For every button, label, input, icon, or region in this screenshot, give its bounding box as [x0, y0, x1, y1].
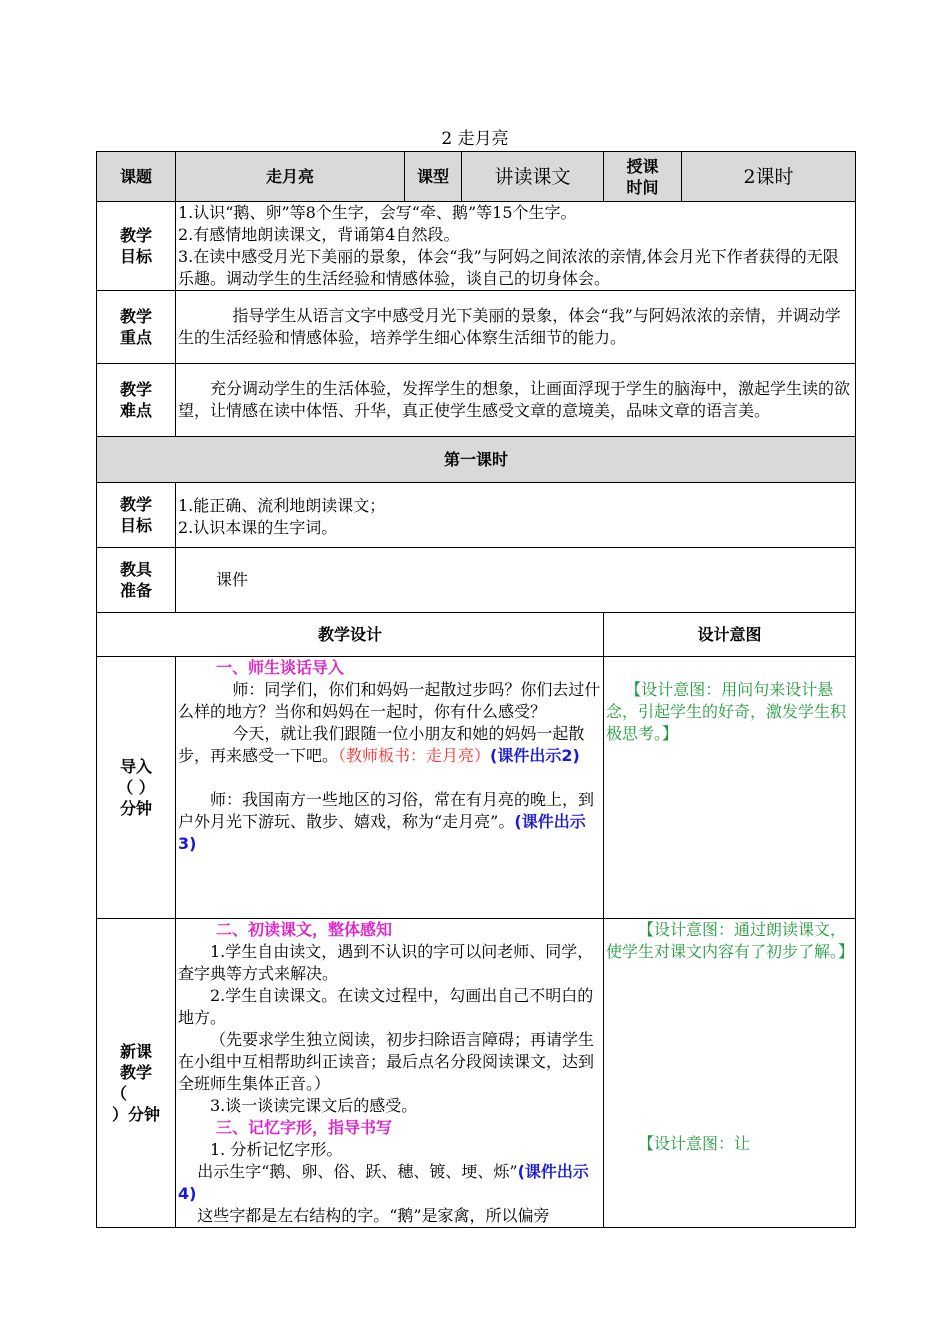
key-label-a: 教学 [119, 307, 152, 326]
newlesson-label [97, 919, 176, 1228]
newlesson-label-c: （ [111, 1084, 128, 1103]
newlesson-step-3: 3.谈一谈读完课文后的感受。 [210, 1096, 418, 1115]
goals-label-a: 教学 [119, 226, 152, 245]
goals-content [176, 202, 856, 291]
difficulty-label-a: 教学 [119, 380, 152, 399]
prep-label-a: 教具 [119, 560, 152, 579]
prep-text: 课件 [216, 570, 249, 589]
newlesson-memo-3: 这些字都是左右结构的字。“鹅”是家禽，所以偏旁 [197, 1206, 550, 1225]
key-label [97, 291, 176, 364]
newlesson-heading-2: 三、记忆字形，指导书写 [216, 1118, 393, 1137]
goal-line-3: 3.在读中感受月光下美丽的景象，体会“我”与阿妈之间浓浓的亲情,体会月光下作者获得的无限乐趣。调动学生的生活经验和情感体验，谈自己的切身体会。 [178, 247, 839, 288]
header-row [97, 152, 856, 202]
newlesson-intent-2: 【设计意图：让 [638, 1134, 751, 1153]
page-title: 2 走月亮 [441, 129, 509, 149]
intro-intent [604, 657, 856, 919]
intro-p2-board: （教师板书：走月亮） [338, 746, 491, 765]
difficulty-content [176, 364, 856, 437]
prep-row [97, 548, 856, 613]
intro-p2 [178, 723, 602, 767]
intro-p3-courseware: (课件出示3) [178, 812, 586, 853]
newlesson-memo-1: 1. 分析记忆字形。 [210, 1140, 343, 1159]
intro-spacer [178, 767, 602, 789]
header-type-label: 课型 [405, 152, 462, 202]
difficulty-row [97, 364, 856, 437]
goals1-line-2: 2.认识本课的生字词。 [178, 518, 338, 537]
header-topic-value: 走月亮 [176, 152, 405, 202]
intro-label-a: 导入 [119, 757, 152, 776]
design-header-row [97, 613, 856, 657]
goals1-line-1: 1.能正确、流利地朗读课文； [178, 496, 386, 515]
key-row [97, 291, 856, 364]
goals1-row [97, 483, 856, 548]
header-time-label-a: 授课 [626, 156, 659, 176]
intro-label [97, 657, 176, 919]
goals1-label-b: 目标 [119, 516, 152, 535]
intro-p1: 师：同学们，你们和妈妈一起散过步吗？你们去过什么样的地方？当你和妈妈在一起时，你有什么感受？ [178, 680, 601, 721]
key-text: 指导学生从语言文字中感受月光下美丽的景象，体会“我”与阿妈浓浓的亲情，并调动学生的生活经验和情感体验，培养学生细心体察生活细节的能力。 [178, 306, 841, 347]
goals-label [97, 202, 176, 291]
intro-label-c: 分钟 [119, 799, 152, 818]
goal-line-2: 2.有感情地朗读课文，背诵第4自然段。 [178, 225, 460, 244]
newlesson-intent [604, 919, 856, 1228]
newlesson-intent-1: 【设计意图：通过朗读课文，使学生对课文内容有了初步了解。】 [606, 920, 855, 961]
goals1-label-a: 教学 [119, 495, 152, 514]
newlesson-label-a: 新课 [119, 1042, 152, 1061]
intro-label-b: （ ） [117, 778, 155, 797]
newlesson-label-b: 教学 [119, 1063, 152, 1082]
newlesson-step-note: （先要求学生独立阅读，初步扫除语言障碍；再请学生在小组中互相帮助纠正读音；最后点名分段阅读课文，达到全班师生集体正音。） [178, 1030, 595, 1093]
intro-row [97, 657, 856, 919]
difficulty-label [97, 364, 176, 437]
newlesson-step-1: 1.学生自由读文，遇到不认识的字可以问老师、同学，查字典等方式来解决。 [178, 942, 594, 983]
lesson1-heading: 第一课时 [97, 437, 856, 483]
design-header-right: 设计意图 [604, 613, 856, 657]
key-label-b: 重点 [119, 328, 152, 347]
intro-p2-courseware: (课件出示2) [490, 746, 580, 765]
design-header-left: 教学设计 [97, 613, 604, 657]
header-time-label [604, 152, 682, 202]
newlesson-row [97, 919, 856, 1228]
prep-label-b: 准备 [119, 581, 152, 600]
prep-content [176, 548, 856, 613]
goals-label-b: 目标 [119, 247, 152, 266]
header-time-value: 2课时 [682, 152, 856, 202]
intro-p3 [178, 789, 602, 855]
intro-intent-text: 【设计意图：用问句来设计悬念，引起学生的好奇，激发学生积极思考。】 [606, 680, 847, 743]
header-topic-label: 课题 [97, 152, 176, 202]
prep-label [97, 548, 176, 613]
lesson1-row [97, 437, 856, 483]
newlesson-memo-2-text: 出示生字“鹅、卵、俗、跃、穗、镀、埂、烁” [197, 1162, 518, 1181]
newlesson-memo-2 [178, 1161, 602, 1205]
key-content [176, 291, 856, 364]
goals1-label [97, 483, 176, 548]
header-time-label-b: 时间 [626, 177, 659, 197]
goal-line-1: 1.认识“鹅、卵”等8个生字，会写“牵、鹅”等15个生字。 [178, 203, 577, 222]
goals1-content [176, 483, 856, 548]
difficulty-text: 充分调动学生的生活体验，发挥学生的想象，让画面浮现于学生的脑海中，激起学生读的欲望，让情感在读中体悟、升华，真正使学生感受文章的意境美，品味文章的语言美。 [178, 379, 851, 420]
newlesson-label-d: ）分钟 [111, 1105, 160, 1124]
intro-content [176, 657, 604, 919]
header-type-value: 讲读课文 [462, 152, 604, 202]
intro-p2-text: 今天，就让我们跟随一位小朋友和她的妈妈一起散步，再来感受一下吧。 [178, 724, 585, 765]
newlesson-content [176, 919, 604, 1228]
difficulty-label-b: 难点 [119, 401, 152, 420]
newlesson-heading-1: 二、初读课文，整体感知 [216, 920, 393, 939]
newlesson-step-2: 2.学生自读课文。在读文过程中，勾画出自己不明白的地方。 [178, 986, 594, 1027]
intro-p3-text: 师：我国南方一些地区的习俗，常在有月亮的晚上，到户外月光下游玩、散步、嬉戏，称为“走月亮”。 [178, 790, 595, 831]
lesson-plan-table [96, 151, 856, 1228]
goals-row [97, 202, 856, 291]
newlesson-memo-2-courseware: (课件出示4) [178, 1162, 589, 1203]
intro-heading: 一、师生谈话导入 [216, 658, 345, 677]
